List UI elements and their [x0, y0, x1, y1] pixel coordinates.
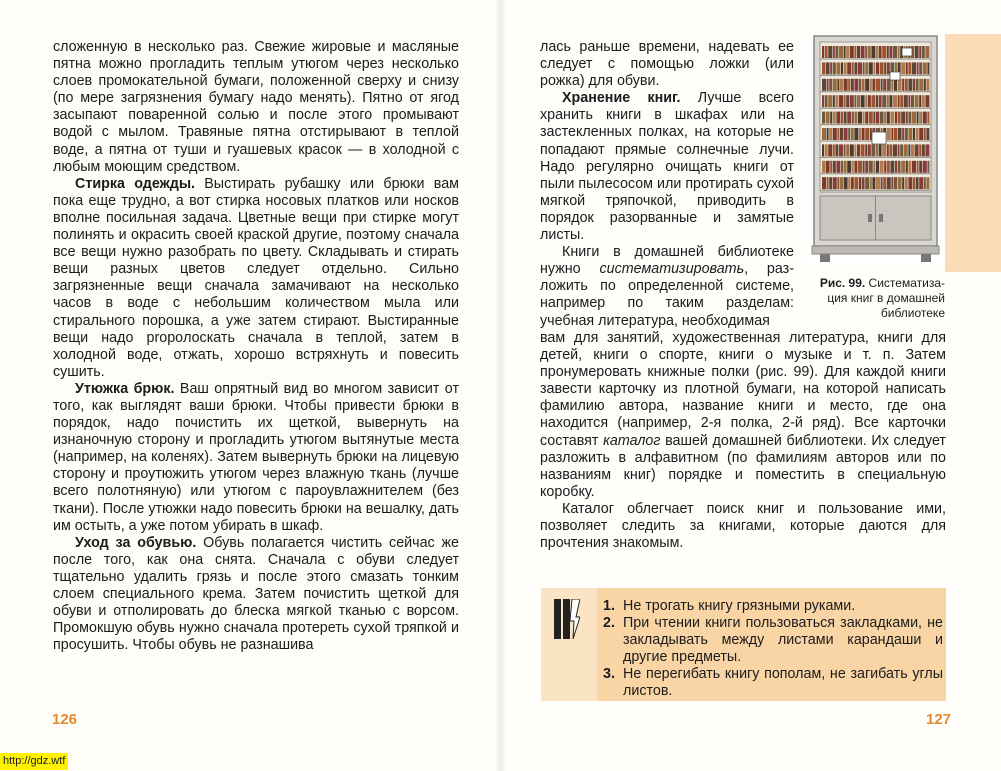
rule-item: [603, 615, 943, 666]
rules-warning-icon: [554, 599, 580, 639]
rule-item: [603, 598, 943, 615]
page-number-left: 126: [52, 711, 78, 728]
library-text-cont: вам для занятий, художественная литература, книги для детей, книги о спорте, книги о музыке и т. п. Затем пронумеровать книжные полки (рис. 99). Для каждой книги завести карточку из плотной бумаги, на которой написать фамилию автора, название книги и место, где она находится (например, 2-я полка, 2-й ряд). Все карточки составят: [540, 330, 946, 449]
margin-color-band: [945, 34, 1001, 272]
library-text-mid: , разложить по определенной системе, например по таким разделам: учебная литература, необходимая: [540, 261, 794, 329]
rule-item: [603, 666, 943, 700]
systematize-term: систематизировать: [599, 261, 745, 278]
rule-number: 1.: [603, 598, 615, 614]
books-text: Лучше всего хранить книги в шкафах или на застекленных полках, на которые не попадают прямые солнечные лучи. Надо регулярно очищать книги от пыли пылесосом или протирать сухой мягкой тряпочкой, приводить в порядок разорванные и замятые листы.: [540, 90, 794, 244]
figure-label: Рис. 99.: [819, 276, 866, 290]
ironing-paragraph: [53, 381, 459, 535]
catalog-term: каталог: [603, 432, 661, 449]
figure-caption: [806, 276, 945, 321]
shoes-paragraph: [53, 535, 459, 655]
library-text-end: вашей домашней библиотеки. Их следует разложить в алфавитном (по фамилиям авторов или по названиям книг) порядке и поместить в специальную коробку.: [540, 432, 946, 500]
right-narrow-column: [540, 39, 794, 330]
rule-number: 2.: [603, 615, 615, 631]
rule-text: Не перегибать книгу пополам, не загибать углы листов.: [623, 666, 943, 699]
rule-text: При чтении книги пользоваться закладками, не закладывать между листами карандаши и другие предметы.: [623, 615, 943, 665]
library-text-start: Книги в домашней библиотеке нужно: [540, 244, 794, 278]
laundry-paragraph: [53, 176, 459, 381]
shoes-continuation: лась раньше времени, надевать ее следует с помощью ложки (или рожка) для обуви.: [540, 39, 794, 90]
library-paragraph-start: [540, 244, 794, 329]
rules-list: [603, 598, 943, 700]
shoes-heading: Уход за обувью.: [75, 534, 197, 551]
bookcase-illustration: [806, 34, 945, 264]
stain-removal-paragraph: сложенную в несколько раз. Свежие жировые и масляные пятна можно прогладить теплым утюгом через несколько слоев промокательной бумаги, положенной сверху и снизу (по мере загрязнения бумагу надо менять). Пятно от ягод засыпают поваренной солью и после этого промывают водой с мылом. Травяные пятна отстирывают в теплой воде, а пятна от туши и гуашевых красок — в холодной с любым моющим средством.: [53, 39, 459, 175]
shoes-text: Обувь полагается чистить сейчас же после того, как она снята. Сначала с обуви следует тщательно удалить грязь и после этого смазать тонким слоем специального крема. Затем почистить щеткой для обуви и отполировать до блеска мягкой тканью с ворсом. Промокшую обувь нужно сначала протереть сухой тряпкой и просушить. Чтобы обувь не разнашива: [53, 534, 459, 654]
laundry-heading: Стирка одежды.: [75, 175, 195, 192]
rule-text: Не трогать книгу грязными руками.: [623, 598, 856, 614]
bookcase-icon: [806, 34, 945, 264]
ironing-text: Ваш опрятный вид во многом зависит от того, как выглядят ваши брюки. Чтобы привести брюки в порядок, надо почистить их щеткой, вывернуть на изнаночную сторону и прогладить утюгом вытянутые места (например, на коленях). Затем вывернуть брюки на лицевую сторону и проутюжить утюгом через влажную ткань (лучше всего полотняную) или утюгом с пароувлажнителем (без ткани). После утюжки надо повесить брюки на вешалку, дать им остыть, а уже потом убирать в шкаф.: [53, 380, 459, 534]
page-number-right: 127: [926, 711, 952, 728]
watermark-link[interactable]: http://gdz.wtf: [0, 753, 68, 770]
rule-number: 3.: [603, 666, 615, 682]
figure-caption-text: Систематизация книг в домашней библиотеке: [827, 276, 945, 320]
laundry-text: Выстирать рубашку или брюки вам пока еще трудно, а вот стирка носовых платков или носков вполне посильная задача. Цветные вещи при стирке могут полинять и окрасить своей краской другие, поэтому сначала все вещи нужно разобрать по цвету. Складывать и стирать вещи разных цветов следует отдельно. Сильно загрязненные вещи сначала замачивают на несколько часов в воде с небольшим количеством мыла или стирального порошка, а уже затем стирают. Выстиранные вещи надо propoлоскать сначала в теплой, затем в холодной воде, отжать, хорошо встряхнуть и повесить сушить.: [53, 175, 459, 380]
books-heading: Хранение книг.: [562, 90, 681, 107]
ironing-heading: Утюжка брюк.: [75, 380, 175, 397]
library-paragraph-cont: [540, 330, 946, 501]
catalog-paragraph: Каталог облегчает поиск книг и пользование ими, позволяет следить за книгами, которые даются для прочтения знакомым.: [540, 500, 946, 552]
book-gutter: [495, 0, 507, 771]
left-text-column: [53, 39, 459, 654]
books-paragraph: [540, 90, 794, 244]
right-wide-column: [540, 330, 946, 552]
book-care-rules-box: [541, 588, 946, 701]
